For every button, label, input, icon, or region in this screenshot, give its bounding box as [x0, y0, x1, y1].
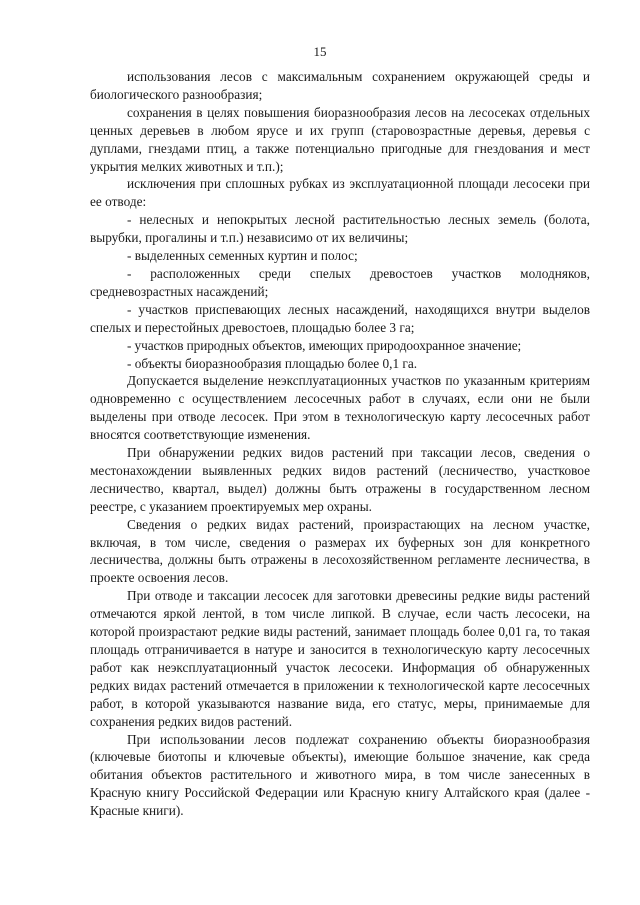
list-item: - расположенных среди спелых древостоев участков молодняков, средневозрастных насаждений;	[90, 265, 590, 299]
list-item: - участков природных объектов, имеющих природоохранное значение;	[127, 337, 522, 353]
list-item: - участков приспевающих лесных насаждений, находящихся внутри выделов спелых и перестойных древостоев, площадью более 3 га;	[90, 301, 590, 335]
list-item: - нелесных и непокрытых лесной растительностью лесных земель (болота, вырубки, прогалины и т.п.) независимо от их величины;	[90, 212, 590, 246]
paragraph: Сведения о редких видах растений, произрастающих на лесном участке, включая, в том числе, сведения о размерах их буферных зон для конкретного лесничества, должны быть отражены в лесохозяйственном регламенте лесничества, в проекте освоения лесов.	[90, 516, 590, 586]
paragraph: Допускается выделение неэксплуатационных участков по указанным критериям одновременно с осуществлением лесосечных работ в случаях, если они не были выделены при отводе лесосек. При этом в технологическую карту лесосечных работ вносятся соответствующие изменения.	[90, 373, 590, 443]
list-item: - выделенных семенных куртин и полос;	[127, 248, 358, 264]
document-body	[90, 68, 590, 820]
paragraph: При обнаружении редких видов растений при таксации лесов, сведения о местонахождении выявленных редких видов растений (лесничество, участковое лесничество, квартал, выдел) должны быть отражены в государственном лесном реестре, с указанием проектируемых мер охраны.	[90, 445, 590, 514]
page-number: 15	[313, 44, 327, 59]
paragraph: При использовании лесов подлежат сохранению объекты биоразнообразия (ключевые биотопы и ключевые объекты), имеющие большое значение, как среда обитания объектов растительного и животного мира, в том числе занесенных в Красную книгу Российской Федерации или Красную книгу Алтайского края (далее - Красные книги).	[90, 731, 590, 819]
paragraph: исключения при сплошных рубках из эксплуатационной площади лесосеки при ее отводе:	[90, 176, 590, 210]
paragraph: сохранения в целях повышения биоразнообразия лесов на лесосеках отдельных ценных деревьев в любом ярусе и их групп (старовозрастные деревья, деревья с дуплами, гнездами птиц, а также потенциально пригодные для гнездования и мест укрытия мелких животных и т.п.);	[90, 104, 590, 174]
list-item: - объекты биоразнообразия площадью более 0,1 га.	[127, 355, 418, 371]
paragraph: использования лесов с максимальным сохранением окружающей среды и биологического разнообразия;	[90, 69, 590, 102]
paragraph: При отводе и таксации лесосек для заготовки древесины редкие виды растений отмечаются яркой лентой, в том числе липкой. В случае, если часть лесосеки, на которой произрастают редкие виды растений, занимает площадь более 0,01 га, то такая площадь отграничивается в натуре и заносится в технологическую карту лесосечных работ как неэксплуатационный участок лесосеки. Информация об обнаруженных редких видах растений отмечается в приложении к технологической карте лесосечных работ, в которой указываются название вида, его статус, меры, принимаемые для сохранения редких видов растений.	[90, 588, 590, 729]
